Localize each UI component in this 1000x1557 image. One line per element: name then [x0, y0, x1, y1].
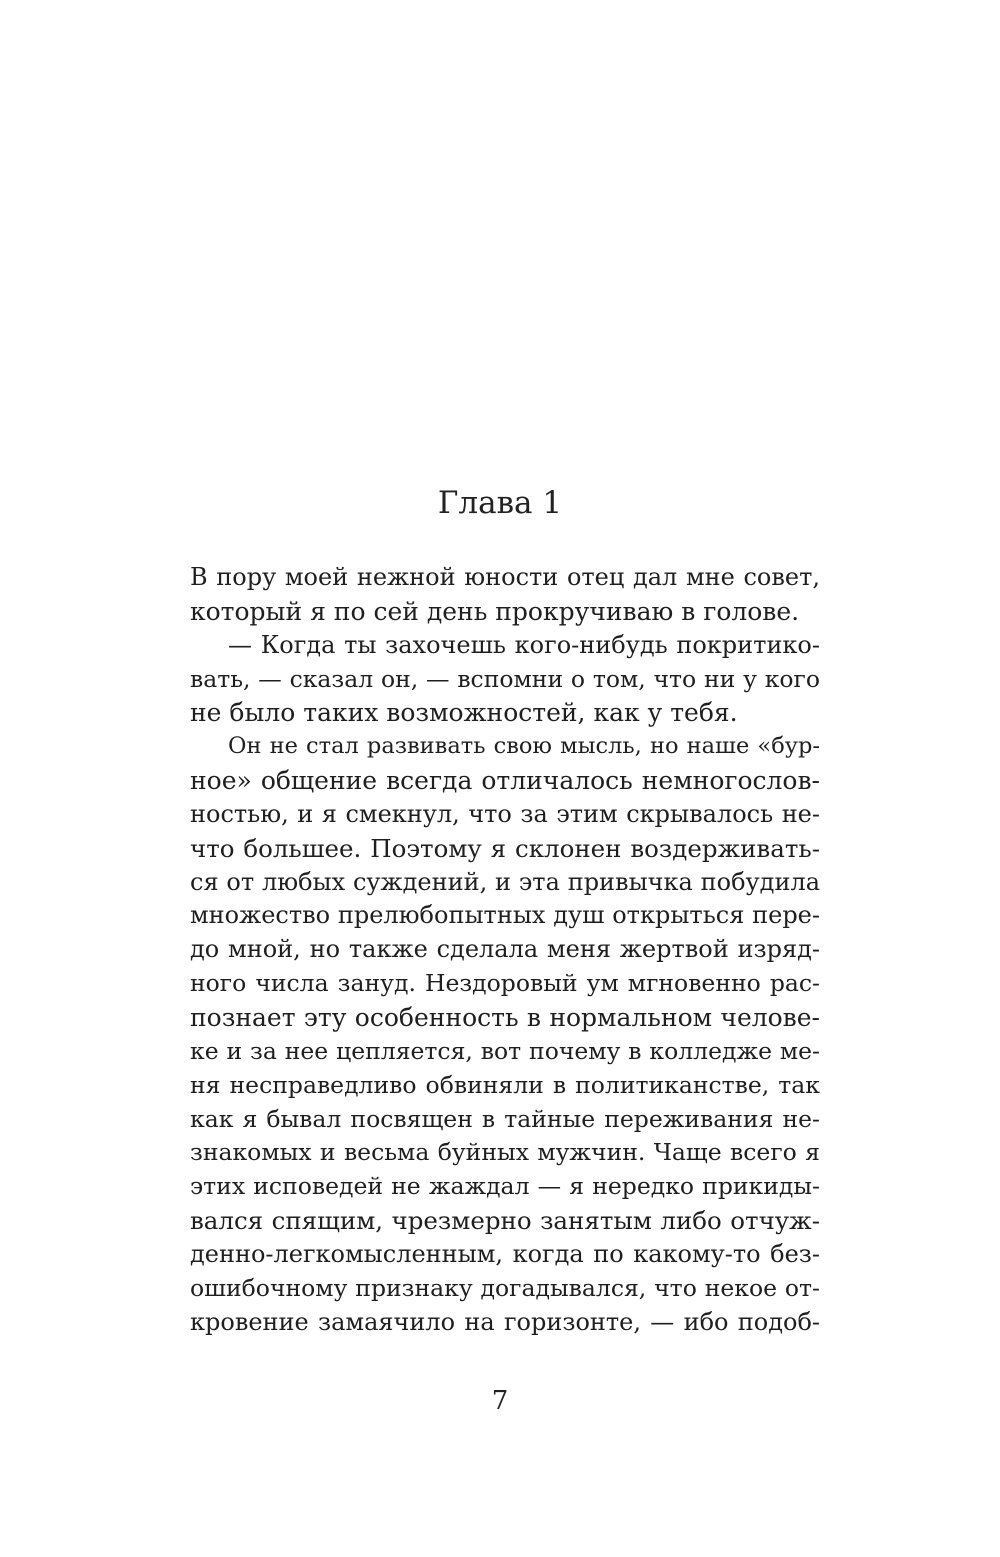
text-line: ное» общение всегда отличалось немногослов- [190, 766, 820, 796]
text-line: денно-легкомысленным, когда по какому-то без- [190, 1239, 820, 1268]
text-line: не было таких возможностей, как у тебя. [190, 698, 738, 728]
text-line: ня несправедливо обвиняли в политиканстве, так [190, 1070, 820, 1099]
text-line: кровение замаячило на горизонте, — ибо подоб- [190, 1307, 820, 1336]
text-line: который я по сей день прокручиваю в голове. [190, 596, 800, 626]
text-line: как я бывал посвящен в тайные переживания не- [190, 1104, 820, 1133]
text-line: до мной, но также сделала меня жертвой изряд- [190, 935, 820, 964]
text-line: множество прелюбопытных душ открыться пере- [190, 901, 820, 930]
text-line: вать, — сказал он, — вспомни о том, что ни у кого [190, 664, 820, 693]
text-line: этих исповедей не жаждал — я нередко прикиды- [190, 1172, 820, 1201]
text-line: ностью, и я смекнул, что за этим скрывалось не- [190, 799, 820, 828]
text-line: ке и за нее цепляется, вот почему в колледже ме- [190, 1036, 820, 1065]
text-line: В пору моей нежной юности отец дал мне совет, [190, 563, 820, 591]
text-line: вался спящим, чрезмерно занятым либо отчуж- [190, 1206, 820, 1236]
text-line: ся от любых суждений, и эта привычка побудила [190, 867, 820, 896]
text-line: Он не стал развивать свою мысль, но наше «бур- [228, 733, 820, 760]
text-line: что большее. Поэтому я склонен воздерживать- [190, 833, 820, 863]
text-line: познает эту особенность в нормальном челове- [190, 1002, 820, 1032]
page-number: 7 [491, 1386, 509, 1416]
text-line: ного числа зануд. Нездоровый ум мгновенно рас- [190, 969, 820, 998]
text-line: ошибочному признаку догадывался, что некое от- [190, 1273, 820, 1302]
text-line: — Когда ты захочешь кого-нибудь покритико- [228, 630, 820, 659]
chapter-title: Глава 1 [437, 485, 563, 521]
body-text [190, 561, 820, 1339]
text-line: знакомых и весьма буйных мужчин. Чаще всего я [190, 1138, 820, 1167]
